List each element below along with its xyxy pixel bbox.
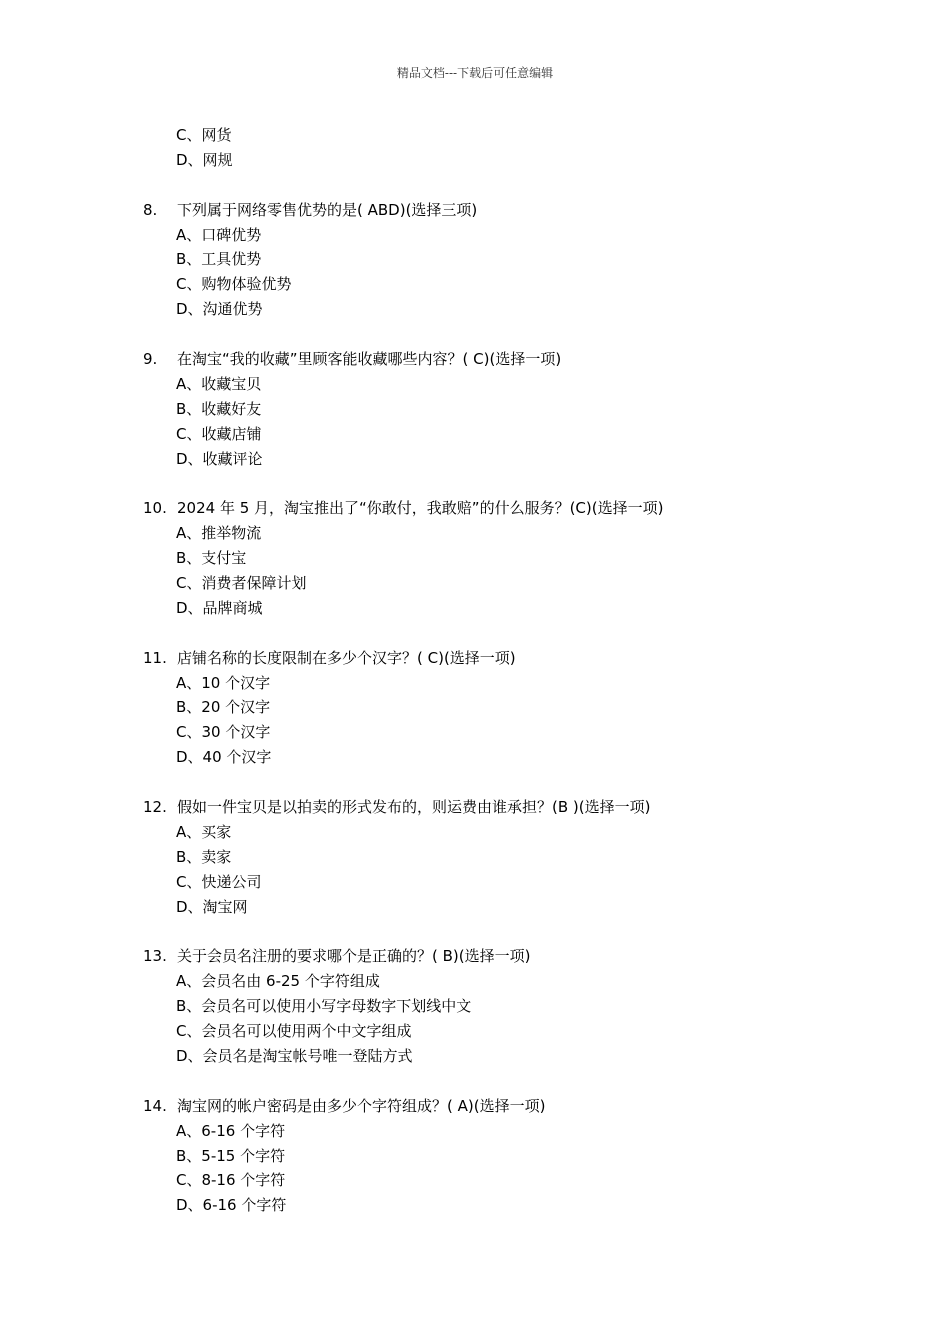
option-text: B、支付宝 — [176, 549, 247, 568]
option-line — [0, 247, 950, 272]
spacer — [0, 920, 950, 945]
question-line — [0, 944, 950, 969]
option-text: D、网规 — [176, 150, 233, 169]
question-number: 13. — [143, 947, 167, 966]
option-line — [0, 1144, 950, 1169]
option-line — [0, 422, 950, 447]
option-text: C、购物体验优势 — [176, 275, 292, 294]
option-text: C、消费者保障计划 — [176, 574, 307, 593]
question-number: 11. — [143, 648, 167, 667]
spacer — [0, 770, 950, 795]
option-line — [0, 1168, 950, 1193]
option-line — [0, 720, 950, 745]
option-line — [0, 1044, 950, 1069]
question-line — [0, 795, 950, 820]
spacer — [0, 322, 950, 347]
option-text: D、收藏评论 — [176, 449, 263, 468]
option-line — [0, 123, 950, 148]
document-body — [0, 123, 950, 1218]
option-text: B、5-15 个字符 — [176, 1146, 286, 1165]
question-text: 淘宝网的帐户密码是由多少个字符组成？( A)(选择一项) — [177, 1096, 546, 1115]
option-text: D、40 个汉字 — [176, 748, 272, 767]
question-text: 关于会员名注册的要求哪个是正确的？( B)(选择一项) — [177, 947, 531, 966]
option-text: B、卖家 — [176, 847, 232, 866]
option-text: A、推举物流 — [176, 524, 262, 543]
option-line — [0, 372, 950, 397]
option-line — [0, 994, 950, 1019]
question-text: 店铺名称的长度限制在多少个汉字？( C)(选择一项) — [177, 648, 516, 667]
option-line — [0, 870, 950, 895]
question-number: 8. — [143, 200, 158, 219]
option-text: A、10 个汉字 — [176, 673, 271, 692]
option-line — [0, 745, 950, 770]
option-text: D、沟通优势 — [176, 300, 263, 319]
option-text: A、买家 — [176, 822, 232, 841]
option-text: D、会员名是淘宝帐号唯一登陆方式 — [176, 1046, 413, 1065]
option-text: A、6-16 个字符 — [176, 1121, 286, 1140]
option-line — [0, 571, 950, 596]
question-line — [0, 646, 950, 671]
option-text: A、收藏宝贝 — [176, 374, 262, 393]
option-text: D、品牌商城 — [176, 598, 263, 617]
question-text: 在淘宝“我的收藏”里顾客能收藏哪些内容？( C)(选择一项) — [177, 350, 562, 369]
option-line — [0, 1019, 950, 1044]
option-text: C、收藏店铺 — [176, 424, 262, 443]
option-line — [0, 1193, 950, 1218]
option-line — [0, 695, 950, 720]
option-text: B、工具优势 — [176, 250, 262, 269]
option-text: D、6-16 个字符 — [176, 1196, 287, 1215]
question-number: 14. — [143, 1096, 167, 1115]
option-line — [0, 596, 950, 621]
option-line — [0, 223, 950, 248]
option-line — [0, 1119, 950, 1144]
spacer — [0, 173, 950, 198]
option-line — [0, 447, 950, 472]
option-text: B、收藏好友 — [176, 399, 262, 418]
question-line — [0, 347, 950, 372]
option-line — [0, 148, 950, 173]
spacer — [0, 1069, 950, 1094]
question-text: 假如一件宝贝是以拍卖的形式发布的，则运费由谁承担？(B )(选择一项) — [177, 798, 651, 817]
option-text: C、快递公司 — [176, 872, 262, 891]
option-text: A、口碑优势 — [176, 225, 262, 244]
option-line — [0, 969, 950, 994]
option-text: C、8-16 个字符 — [176, 1171, 286, 1190]
option-text: A、会员名由 6-25 个字符组成 — [176, 972, 380, 991]
page-header: 精品文档---下载后可任意编辑 — [396, 66, 554, 80]
option-text: C、网货 — [176, 126, 232, 144]
option-line — [0, 397, 950, 422]
option-text: B、会员名可以使用小写字母数字下划线中文 — [176, 997, 472, 1016]
option-line — [0, 845, 950, 870]
question-number: 12. — [143, 798, 167, 817]
option-line — [0, 521, 950, 546]
question-line — [0, 198, 950, 223]
question-number: 10. — [143, 499, 167, 518]
option-text: C、30 个汉字 — [176, 723, 271, 742]
question-number: 9. — [143, 350, 158, 369]
option-line — [0, 895, 950, 920]
question-text: 2024 年 5 月，淘宝推出了“你敢付，我敢赔”的什么服务？(C)(选择一项) — [177, 499, 664, 518]
question-line — [0, 1094, 950, 1119]
option-line — [0, 272, 950, 297]
question-line — [0, 496, 950, 521]
option-line — [0, 820, 950, 845]
question-text: 下列属于网络零售优势的是( ABD)(选择三项) — [177, 200, 478, 219]
option-text: D、淘宝网 — [176, 897, 248, 916]
spacer — [0, 471, 950, 496]
option-line — [0, 546, 950, 571]
option-text: C、会员名可以使用两个中文字组成 — [176, 1022, 412, 1041]
option-line — [0, 297, 950, 322]
spacer — [0, 621, 950, 646]
option-line — [0, 671, 950, 696]
option-text: B、20 个汉字 — [176, 698, 271, 717]
